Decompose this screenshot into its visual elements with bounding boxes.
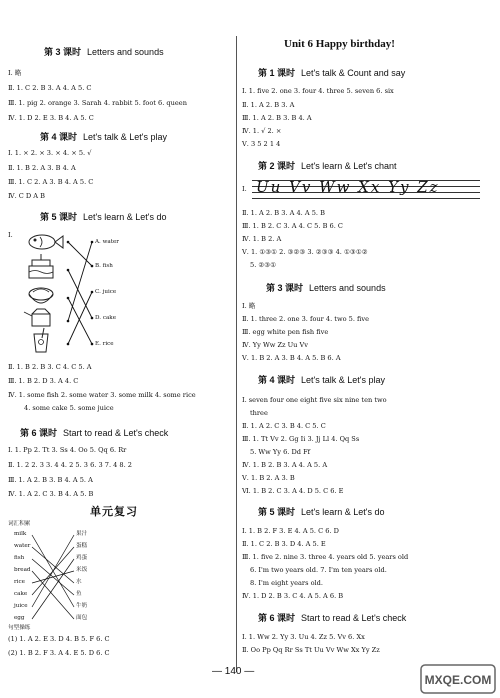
answer-line: 5. ②③①: [250, 261, 277, 269]
answer-line: Ⅰ. 1. B 2. F 3. E 4. A 5. C 6. D: [242, 527, 339, 535]
lesson-subtitle: Start to read & Let's check: [301, 613, 407, 623]
match-option: D. cake: [95, 315, 117, 321]
vocab-label: 词汇积累: [8, 521, 31, 527]
vocab-meaning: 鸡蛋: [76, 555, 88, 561]
match-option: C. juice: [95, 289, 117, 295]
vocab-meaning: 面包: [76, 615, 88, 621]
lesson-4-heading: [40, 130, 167, 143]
page-number: — 140 —: [212, 666, 255, 677]
answer-line: Ⅰ. 1. Pp 2. Tt 3. Ss 4. Oo 5. Qq 6. Rr: [8, 446, 127, 454]
handwriting-lines: [252, 178, 480, 200]
answer-line: Ⅲ. 1. five 2. nine 3. three 4. years old 5. years old: [242, 553, 409, 561]
lesson-subtitle: Let's talk & Let's play: [83, 132, 167, 142]
lesson-subtitle: Let's learn & Let's do: [83, 212, 167, 222]
watermark-icon: [420, 664, 496, 694]
lesson-3-heading: [266, 281, 386, 294]
vocab-word: bread: [14, 567, 31, 573]
lesson-title: 第 1 课时: [258, 68, 296, 78]
answer-line: Ⅰ. 1. × 2. × 3. × 4. × 5. √: [8, 149, 92, 157]
vocab-word: milk: [14, 531, 27, 537]
answer-line: Ⅰ. seven four one eight five six nine ten two: [242, 396, 387, 404]
answer-line: Ⅱ. Oo Pp Qq Rr Ss Tt Uu Vv Ww Xx Yy Zz: [242, 646, 380, 654]
answer-line: 4. some cake 5. some juice: [24, 404, 114, 412]
answer-line: Ⅳ. Yy Ww Zz Uu Vv: [242, 341, 309, 349]
lesson-title: 第 4 课时: [258, 375, 296, 385]
vocab-word: cake: [14, 591, 28, 597]
answer-line: Ⅰ. 1. five 2. one 3. four 4. three 5. seven 6. six: [242, 87, 394, 95]
lesson-1-heading: [258, 66, 405, 79]
vocab-meaning: 果汁: [76, 531, 88, 537]
unit-review-title: 单元复习: [90, 506, 138, 518]
column-divider: [236, 36, 237, 672]
answer-line: Ⅱ. 1. 2 2. 3 3. 4 4. 2 5. 3 6. 3 7. 4 8. 2: [8, 461, 133, 469]
answer-line: Ⅱ. 1. A 2. B 3. A 4. A 5. B: [242, 209, 325, 217]
lesson-2-heading: [258, 159, 397, 172]
answer-line: Ⅱ. 1. B 2. B 3. C 4. C 5. A: [8, 363, 92, 371]
lesson-subtitle: Let's talk & Let's play: [301, 375, 385, 385]
answer-line: three: [250, 409, 268, 417]
answer-line: Ⅲ. 1. A 2. B 3. B 4. A: [242, 114, 312, 122]
answer-line: Ⅱ. 1. A 2. B 3. A: [242, 101, 295, 109]
answer-line: Ⅵ. 1. B 2. C 3. A 4. D 5. C 6. E: [242, 487, 344, 495]
juice-glass-picture: [34, 328, 48, 352]
answer-line: Ⅲ. 1. B 2. D 3. A 4. C: [8, 377, 79, 385]
lesson-title: 第 3 课时: [44, 47, 82, 57]
answer-line: Ⅳ. 1. B 2. A: [242, 235, 282, 243]
vocab-meaning: 牛奶: [76, 603, 88, 609]
lesson-3-heading: [44, 45, 164, 58]
vocab-meaning: 蛋糕: [76, 543, 88, 549]
vocab-meaning: 鱼: [76, 591, 82, 597]
answer-line: Ⅳ. 1. B 2. B 3. A 4. A 5. A: [242, 461, 328, 469]
answer-line: Ⅳ. 1. √ 2. ×: [242, 127, 282, 135]
answer-line: Ⅲ. 1. pig 2. orange 3. Sarah 4. rabbit 5. foot 6. queen: [8, 99, 187, 107]
vocab-word: rice: [14, 579, 25, 585]
lesson-5-heading: [40, 210, 167, 223]
answer-line: 6. I'm two years old. 7. I'm ten years old.: [250, 566, 387, 574]
lesson-title: 第 5 课时: [40, 212, 78, 222]
lesson-title: 第 2 课时: [258, 161, 296, 171]
answer-line: Ⅴ. 1. ①③① 2. ③②③ 3. ②③③ 4. ①③①②: [242, 248, 368, 256]
milk-carton-picture: [24, 309, 50, 326]
rice-bowl-picture: [29, 288, 53, 303]
lesson-subtitle: Let's talk & Count and say: [301, 68, 406, 78]
match-option: E. rice: [95, 341, 114, 347]
lesson-title: 第 3 课时: [266, 283, 304, 293]
vocab-word: juice: [14, 603, 28, 609]
answer-line: Ⅱ. 1. A 2. C 3. B 4. C 5. C: [242, 422, 326, 430]
answer-line: Ⅰ. 1. Ww 2. Yy 3. Uu 4. Zz 5. Vv 6. Xx: [242, 633, 365, 641]
answer-line: Ⅳ. 1. D 2. E 3. B 4. A 5. C: [8, 114, 94, 122]
vocab-match-lines: [30, 530, 80, 622]
answer-line: Ⅴ. 1. B 2. A 3. B: [242, 474, 295, 482]
cake-picture: [29, 254, 53, 278]
cursive-letters: Uu Vv Ww Xx Yy Zz: [256, 178, 440, 196]
answer-line: (1) 1. A 2. E 3. D 4. B 5. F 6. C: [8, 635, 110, 643]
answer-line: Ⅳ. C D A B: [8, 192, 46, 200]
lesson-title: 第 6 课时: [20, 428, 58, 438]
answer-line: Ⅲ. 1. Tt Vv 2. Gg Ii 3. Jj Ll 4. Qq Ss: [242, 435, 360, 443]
lesson-4-heading: [258, 373, 385, 386]
lesson-title: 第 4 课时: [40, 132, 78, 142]
match-lines: [68, 242, 92, 344]
watermark-logo: [420, 664, 496, 694]
match-option: B. fish: [95, 263, 113, 269]
vocab-meaning: 水: [76, 579, 82, 585]
vocab-meaning: 米饭: [76, 567, 88, 573]
vocab-word: egg: [14, 615, 25, 621]
answer-line: Ⅱ. 1. C 2. B 3. A 4. A 5. C: [8, 84, 92, 92]
answer-line: Ⅳ. 1. D 2. B 3. C 4. A 5. A 6. B: [242, 592, 344, 600]
lesson-subtitle: Let's learn & Let's do: [301, 507, 385, 517]
answer-line: Ⅳ. 1. A 2. C 3. B 4. A 5. B: [8, 490, 94, 498]
vocab-word: water: [14, 543, 31, 549]
answer-line: Ⅲ. egg white pen fish five: [242, 328, 329, 336]
answer-line: Ⅰ. 略: [8, 69, 22, 77]
svg-text:MXQE.COM: MXQE.COM: [424, 673, 492, 687]
lesson-5-heading: [258, 505, 385, 518]
answer-line: Ⅲ. 1. C 2. A 3. B 4. A 5. C: [8, 178, 94, 186]
question-label: Ⅰ.: [242, 185, 247, 193]
answer-line: Ⅰ. 略: [242, 302, 256, 310]
answer-line: Ⅱ. 1. three 2. one 3. four 4. two 5. five: [242, 315, 370, 323]
answer-line: Ⅴ. 3 5 2 1 4: [242, 140, 281, 148]
match-option: A. water: [95, 239, 119, 245]
unit-title: Unit 6 Happy birthday!: [284, 38, 395, 50]
question-label: Ⅰ.: [8, 231, 13, 239]
answer-line: 5. Ww Yy 6. Dd Ff: [250, 448, 311, 456]
answer-line: Ⅳ. 1. some fish 2. some water 3. some milk 4. some rice: [8, 391, 196, 399]
matching-exercise: [20, 228, 160, 360]
lesson-title: 第 5 课时: [258, 507, 296, 517]
answer-line: Ⅲ. 1. B 2. C 3. A 4. C 5. B 6. C: [242, 222, 343, 230]
answer-line: Ⅴ. 1. B 2. A 3. B 4. A 5. B 6. A: [242, 354, 341, 362]
lesson-6-heading: [20, 426, 168, 439]
lesson-subtitle: Letters and sounds: [309, 283, 386, 293]
answer-line: Ⅲ. 1. A 2. B 3. B 4. A 5. A: [8, 476, 93, 484]
lesson-subtitle: Start to read & Let's check: [63, 428, 169, 438]
lesson-subtitle: Letters and sounds: [87, 47, 164, 57]
answer-line: Ⅱ. 1. C 2. B 3. D 4. A 5. E: [242, 540, 326, 548]
lesson-subtitle: Let's learn & Let's chant: [301, 161, 397, 171]
answer-line: (2) 1. B 2. F 3. A 4. E 5. D 6. C: [8, 649, 110, 657]
answer-line: Ⅱ. 1. B 2. A 3. B 4. A: [8, 164, 76, 172]
lesson-6-heading: [258, 611, 406, 624]
fish-picture: [29, 235, 63, 249]
lesson-title: 第 6 课时: [258, 613, 296, 623]
sentence-label: 句型操练: [8, 625, 31, 631]
vocab-word: fish: [14, 555, 25, 561]
answer-line: 8. I'm eight years old.: [250, 579, 323, 587]
